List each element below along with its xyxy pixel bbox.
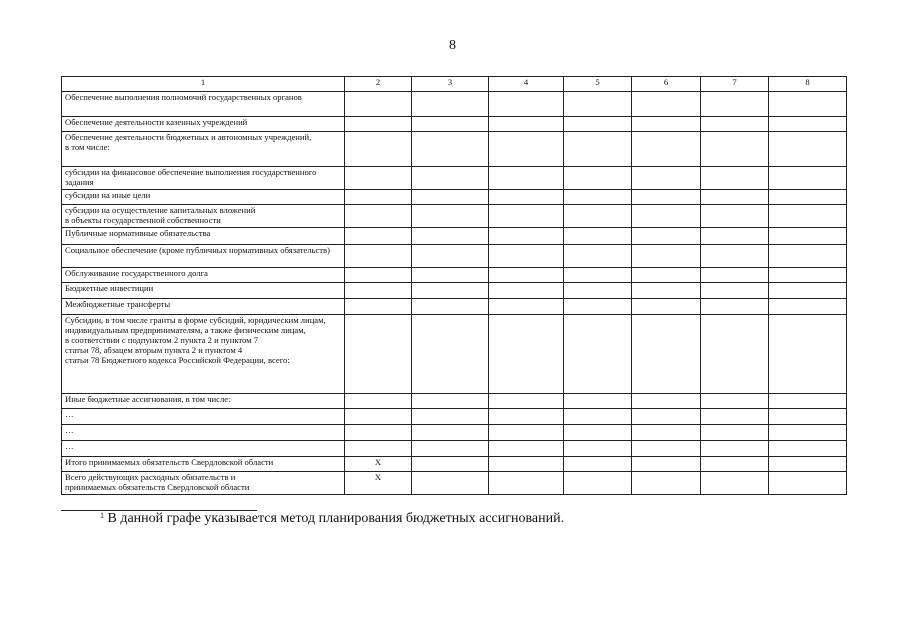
row-label: … — [62, 409, 345, 425]
cell-col-5 — [564, 132, 632, 167]
cell-col-5 — [564, 457, 632, 472]
cell-col-7 — [701, 190, 769, 205]
cell-col-4 — [489, 472, 564, 495]
table-row — [62, 441, 847, 457]
cell-col-6 — [632, 205, 701, 228]
cell-col-5 — [564, 315, 632, 394]
cell-col-3 — [412, 245, 489, 268]
column-header-3: 3 — [412, 77, 489, 92]
cell-col-2 — [345, 268, 412, 283]
cell-col-4 — [489, 245, 564, 268]
cell-col-5 — [564, 92, 632, 117]
cell-col-4 — [489, 315, 564, 394]
cell-col-4 — [489, 457, 564, 472]
cell-col-4 — [489, 132, 564, 167]
cell-col-5 — [564, 117, 632, 132]
cell-col-8 — [769, 472, 847, 495]
table-row — [62, 268, 847, 283]
cell-col-3 — [412, 425, 489, 441]
table-row — [62, 205, 847, 228]
cell-col-7 — [701, 457, 769, 472]
cell-col-2 — [345, 117, 412, 132]
table-row — [62, 299, 847, 315]
cell-col-2 — [345, 92, 412, 117]
cell-col-5 — [564, 283, 632, 299]
cell-col-4 — [489, 441, 564, 457]
row-label: Социальное обеспечение (кроме публичных нормативных обязательств) — [62, 245, 345, 268]
cell-col-5 — [564, 409, 632, 425]
row-label: Всего действующих расходных обязательств и принимаемых обязательств Свердловской области — [62, 472, 345, 495]
budget-obligations-table — [61, 76, 847, 495]
cell-col-8 — [769, 457, 847, 472]
table-row — [62, 472, 847, 495]
cell-col-3 — [412, 132, 489, 167]
cell-col-5 — [564, 268, 632, 283]
cell-col-4 — [489, 299, 564, 315]
row-label: Обеспечение деятельности бюджетных и автономных учреждений, в том числе: — [62, 132, 345, 167]
cell-col-3 — [412, 315, 489, 394]
table-row — [62, 425, 847, 441]
cell-col-3 — [412, 409, 489, 425]
row-label: … — [62, 425, 345, 441]
cell-col-3 — [412, 268, 489, 283]
table-row — [62, 92, 847, 117]
cell-col-3 — [412, 190, 489, 205]
cell-col-5 — [564, 228, 632, 245]
cell-col-5 — [564, 190, 632, 205]
row-label: Бюджетные инвестиции — [62, 283, 345, 299]
cell-col-7 — [701, 394, 769, 409]
cell-col-5 — [564, 441, 632, 457]
cell-col-2 — [345, 245, 412, 268]
table-row — [62, 409, 847, 425]
cell-col-7 — [701, 425, 769, 441]
cell-col-7 — [701, 228, 769, 245]
cell-col-7 — [701, 409, 769, 425]
cell-col-3 — [412, 457, 489, 472]
cell-col-8 — [769, 425, 847, 441]
cell-col-6 — [632, 409, 701, 425]
cell-col-4 — [489, 92, 564, 117]
cell-col-2 — [345, 190, 412, 205]
cell-col-6 — [632, 472, 701, 495]
cell-col-6 — [632, 167, 701, 190]
cell-col-6 — [632, 245, 701, 268]
row-label: Обеспечение деятельности казенных учреждений — [62, 117, 345, 132]
cell-col-7 — [701, 205, 769, 228]
cell-col-8 — [769, 132, 847, 167]
cell-col-3 — [412, 472, 489, 495]
cell-col-4 — [489, 228, 564, 245]
row-label: Обслуживание государственного долга — [62, 268, 345, 283]
cell-col-4 — [489, 394, 564, 409]
cell-col-3 — [412, 441, 489, 457]
cell-col-8 — [769, 167, 847, 190]
cell-col-6 — [632, 299, 701, 315]
cell-col-8 — [769, 409, 847, 425]
row-label: Публичные нормативные обязательства — [62, 228, 345, 245]
cell-col-8 — [769, 92, 847, 117]
cell-col-5 — [564, 245, 632, 268]
table-body — [62, 77, 847, 495]
row-label: Обеспечение выполнения полномочий государственных органов — [62, 92, 345, 117]
cell-col-6 — [632, 117, 701, 132]
cell-col-7 — [701, 132, 769, 167]
cell-col-7 — [701, 283, 769, 299]
cell-col-3 — [412, 167, 489, 190]
column-header-2: 2 — [345, 77, 412, 92]
cell-col-4 — [489, 409, 564, 425]
cell-col-2: Х — [345, 472, 412, 495]
cell-col-4 — [489, 205, 564, 228]
table-row — [62, 457, 847, 472]
cell-col-8 — [769, 299, 847, 315]
cell-col-7 — [701, 92, 769, 117]
cell-col-3 — [412, 228, 489, 245]
cell-col-8 — [769, 283, 847, 299]
footnote-mark: 1 — [100, 511, 104, 520]
cell-col-7 — [701, 117, 769, 132]
cell-col-4 — [489, 117, 564, 132]
cell-col-3 — [412, 283, 489, 299]
row-label: Итого принимаемых обязательств Свердловской области — [62, 457, 345, 472]
column-header-8: 8 — [769, 77, 847, 92]
cell-col-8 — [769, 228, 847, 245]
cell-col-7 — [701, 268, 769, 283]
table-row — [62, 315, 847, 394]
cell-col-2 — [345, 167, 412, 190]
cell-col-2 — [345, 441, 412, 457]
table-row — [62, 283, 847, 299]
cell-col-2 — [345, 409, 412, 425]
table-row — [62, 167, 847, 190]
row-label: субсидии на финансовое обеспечение выполнения государственного задания — [62, 167, 345, 190]
cell-col-6 — [632, 441, 701, 457]
cell-col-4 — [489, 190, 564, 205]
table-row — [62, 228, 847, 245]
table-row — [62, 117, 847, 132]
table-header-row — [62, 77, 847, 92]
table-row — [62, 245, 847, 268]
cell-col-2: Х — [345, 457, 412, 472]
cell-col-8 — [769, 190, 847, 205]
column-header-7: 7 — [701, 77, 769, 92]
cell-col-7 — [701, 245, 769, 268]
cell-col-4 — [489, 167, 564, 190]
cell-col-3 — [412, 299, 489, 315]
cell-col-5 — [564, 425, 632, 441]
cell-col-7 — [701, 315, 769, 394]
cell-col-6 — [632, 228, 701, 245]
cell-col-5 — [564, 167, 632, 190]
cell-col-6 — [632, 425, 701, 441]
cell-col-8 — [769, 315, 847, 394]
cell-col-6 — [632, 394, 701, 409]
cell-col-4 — [489, 425, 564, 441]
cell-col-5 — [564, 472, 632, 495]
cell-col-7 — [701, 441, 769, 457]
cell-col-8 — [769, 441, 847, 457]
cell-col-2 — [345, 228, 412, 245]
cell-col-2 — [345, 425, 412, 441]
row-label: … — [62, 441, 345, 457]
cell-col-2 — [345, 315, 412, 394]
column-header-4: 4 — [489, 77, 564, 92]
cell-col-3 — [412, 394, 489, 409]
cell-col-6 — [632, 315, 701, 394]
cell-col-2 — [345, 394, 412, 409]
cell-col-5 — [564, 394, 632, 409]
cell-col-7 — [701, 299, 769, 315]
cell-col-4 — [489, 283, 564, 299]
row-label: Иные бюджетные ассигнования, в том числе: — [62, 394, 345, 409]
column-header-1: 1 — [62, 77, 345, 92]
cell-col-3 — [412, 92, 489, 117]
cell-col-8 — [769, 205, 847, 228]
cell-col-8 — [769, 117, 847, 132]
cell-col-7 — [701, 167, 769, 190]
cell-col-2 — [345, 283, 412, 299]
table-row — [62, 132, 847, 167]
row-label: Субсидии, в том числе гранты в форме субсидий, юридическим лицам, индивидуальным предпринимателям, а также физическим лицам, в соответствии с подпунктом 2 пункта 2 и пунктом 7 статьи 78, абзацем вторым пункта 2 и пунктом 4 статьи 78 Бюджетного кодекса Российской Федерации, всего: — [62, 315, 345, 394]
cell-col-5 — [564, 299, 632, 315]
cell-col-8 — [769, 245, 847, 268]
cell-col-6 — [632, 283, 701, 299]
cell-col-6 — [632, 132, 701, 167]
cell-col-6 — [632, 268, 701, 283]
cell-col-2 — [345, 299, 412, 315]
cell-col-4 — [489, 268, 564, 283]
footnote — [100, 511, 564, 527]
cell-col-3 — [412, 205, 489, 228]
cell-col-3 — [412, 117, 489, 132]
cell-col-6 — [632, 92, 701, 117]
row-label: субсидии на осуществление капитальных вложений в объекты государственной собственности — [62, 205, 345, 228]
cell-col-8 — [769, 268, 847, 283]
table-row — [62, 394, 847, 409]
cell-col-6 — [632, 190, 701, 205]
row-label: субсидии на иные цели — [62, 190, 345, 205]
column-header-6: 6 — [632, 77, 701, 92]
column-header-5: 5 — [564, 77, 632, 92]
cell-col-2 — [345, 205, 412, 228]
row-label: Межбюджетные трансферты — [62, 299, 345, 315]
cell-col-8 — [769, 394, 847, 409]
table-row — [62, 190, 847, 205]
cell-col-7 — [701, 472, 769, 495]
cell-col-5 — [564, 205, 632, 228]
footnote-text: В данной графе указывается метод планирования бюджетных ассигнований. — [107, 511, 565, 526]
page-number: 8 — [449, 38, 456, 53]
cell-col-2 — [345, 132, 412, 167]
cell-col-6 — [632, 457, 701, 472]
